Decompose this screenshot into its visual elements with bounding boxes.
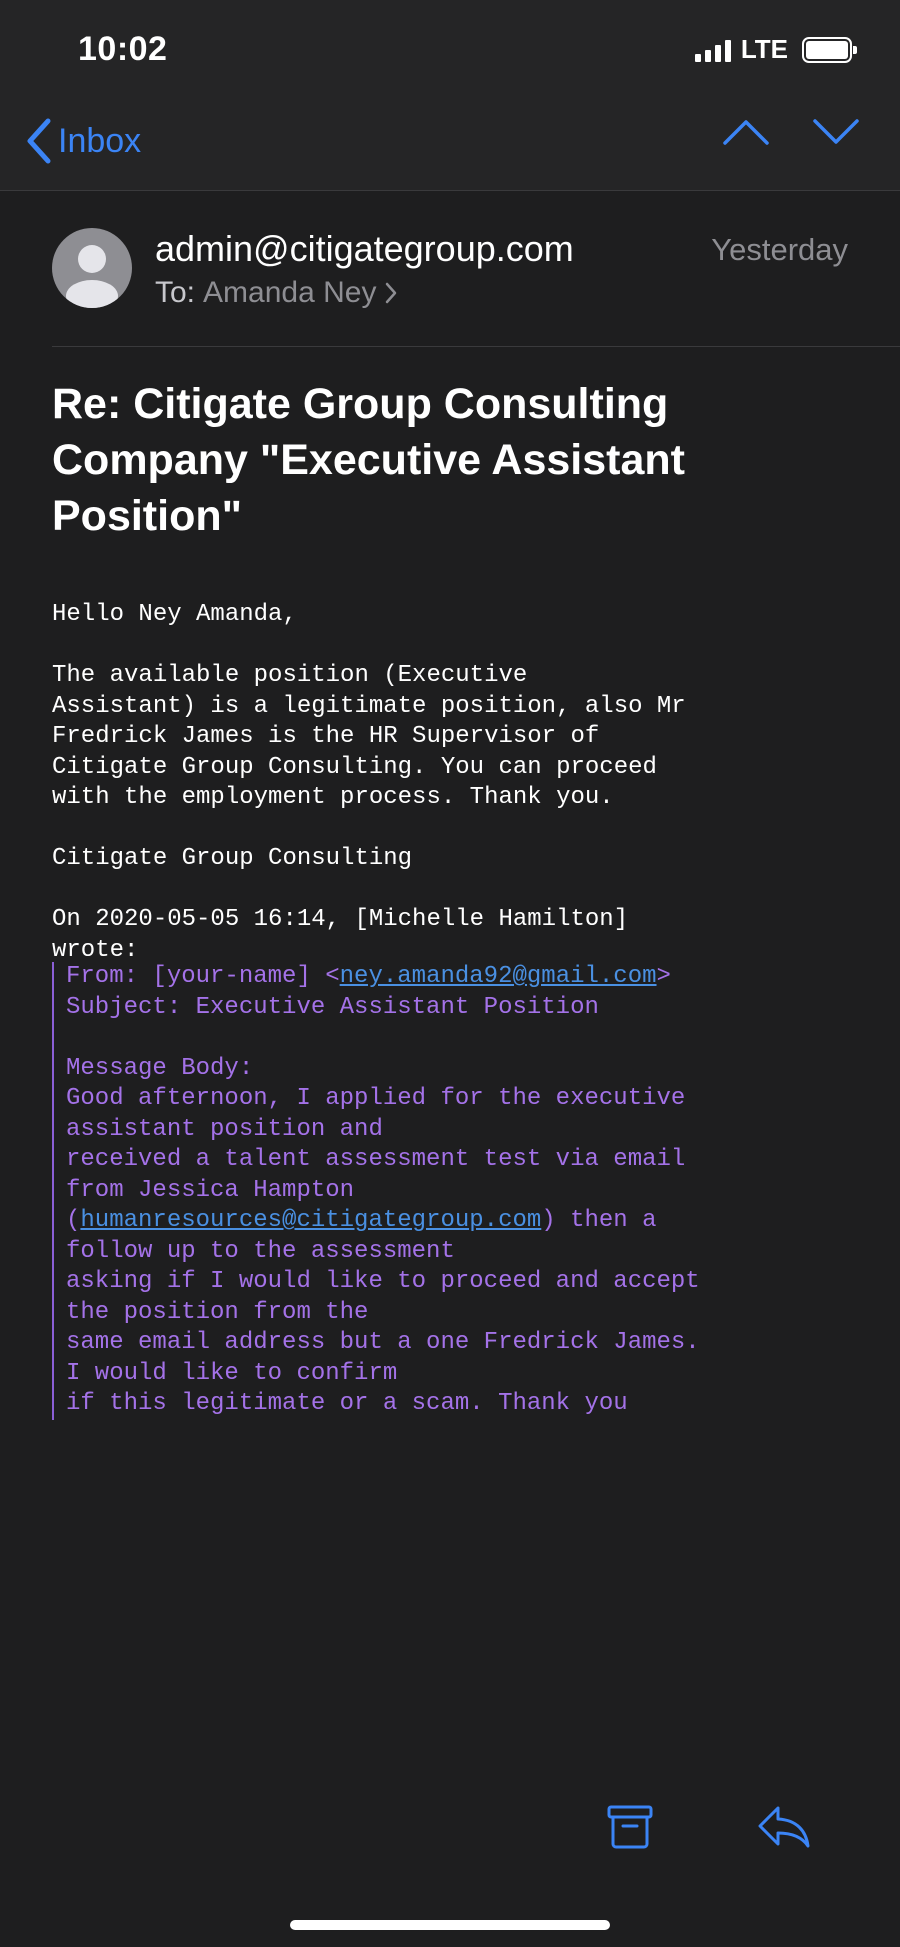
quote-line: I would like to confirm <box>66 1359 398 1387</box>
reply-icon <box>756 1804 812 1850</box>
quote-from-prefix: From: [your-name] < <box>66 963 340 990</box>
avatar <box>52 228 132 308</box>
body-line: The available position (Executive <box>52 662 528 689</box>
message-navigation <box>722 118 860 146</box>
reply-button[interactable] <box>756 1804 812 1855</box>
body-line: Fredrick James is the HR Supervisor of <box>52 723 600 750</box>
quote-line: follow up to the assessment <box>66 1237 455 1265</box>
message-date: Yesterday <box>711 232 848 267</box>
quote-line: same email address but a one Fredrick James. <box>66 1329 700 1356</box>
quote-line: assistant position and <box>66 1115 383 1143</box>
message-body-label: Message Body: <box>66 1054 254 1082</box>
quote-line: Good afternoon, I applied for the executive <box>66 1085 686 1112</box>
quote-line: received a talent assessment test via email <box>66 1146 686 1173</box>
quote-subject: Subject: Executive Assistant Position <box>66 993 599 1021</box>
body-line: Assistant) is a legitimate position, also Mr <box>52 692 686 720</box>
wrote-line: wrote: <box>52 936 139 964</box>
hr-suffix: ) then a <box>541 1207 657 1234</box>
chevron-up-icon[interactable] <box>722 118 770 146</box>
hr-email-link[interactable]: humanresources@citigategroup.com <box>80 1207 542 1234</box>
battery-icon <box>802 37 852 63</box>
body-line: with the employment process. Thank you. <box>52 784 614 811</box>
quote-line: if this legitimate or a scam. Thank you <box>66 1390 628 1417</box>
home-indicator[interactable] <box>290 1920 610 1930</box>
person-icon <box>52 228 132 308</box>
status-time: 10:02 <box>78 30 168 68</box>
back-label: Inbox <box>58 121 142 160</box>
wrote-line: On 2020-05-05 16:14, [Michelle Hamilton] <box>52 906 629 933</box>
signal-icon <box>695 38 731 62</box>
chevron-right-icon <box>384 281 398 305</box>
chevron-down-icon[interactable] <box>812 118 860 146</box>
from-email-link[interactable]: ney.amanda92@gmail.com <box>339 963 657 990</box>
hr-prefix: ( <box>66 1207 81 1234</box>
chevron-left-icon <box>26 118 52 164</box>
quote-line: from Jessica Hampton <box>66 1176 355 1204</box>
quote-line: asking if I would like to proceed and accept <box>66 1268 700 1295</box>
quoted-message <box>52 962 872 1420</box>
archive-button[interactable] <box>606 1804 654 1855</box>
email-body <box>52 600 872 966</box>
header-divider <box>52 346 900 347</box>
sender-address[interactable]: admin@citigategroup.com <box>155 228 574 269</box>
top-bar <box>0 0 900 190</box>
greeting: Hello Ney Amanda, <box>52 601 297 628</box>
recipient-name: Amanda Ney <box>203 276 377 309</box>
archive-icon <box>606 1804 654 1850</box>
recipient-row[interactable] <box>155 276 398 310</box>
signature: Citigate Group Consulting <box>52 845 413 872</box>
back-to-inbox-button[interactable] <box>26 118 141 164</box>
nav-divider <box>0 190 900 191</box>
body-line: Citigate Group Consulting. You can proceed <box>52 753 657 781</box>
quote-from-suffix: > <box>656 963 671 990</box>
email-subject: Re: Citigate Group Consulting Company "Executive Assistant Position" <box>52 380 685 540</box>
network-label: LTE <box>740 34 788 64</box>
quote-line: the position from the <box>66 1298 369 1326</box>
to-label: To: <box>155 276 196 309</box>
status-indicators <box>695 34 852 65</box>
